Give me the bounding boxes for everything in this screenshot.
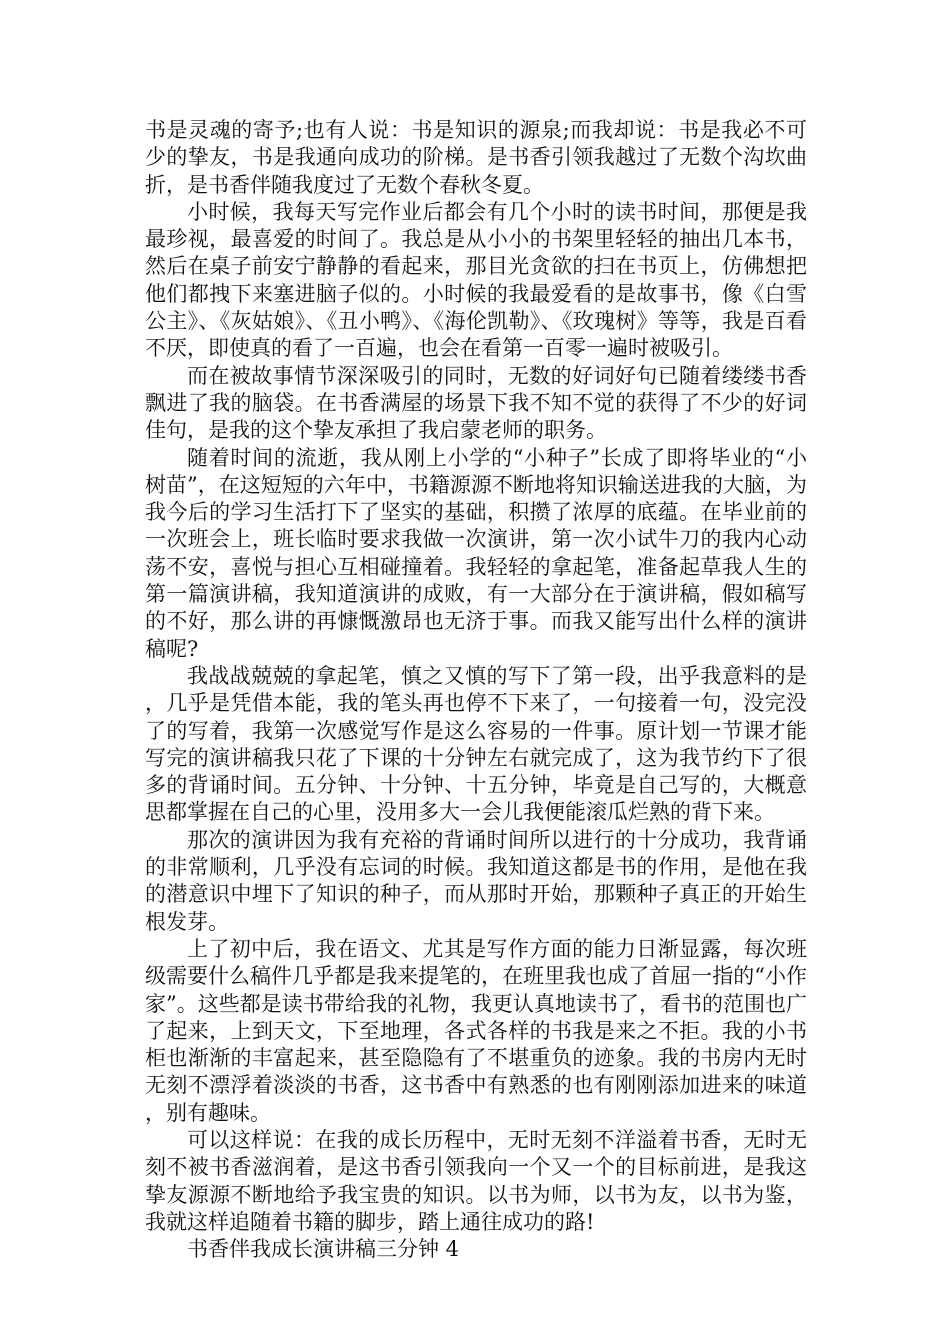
paragraph-1: 书是灵魂的寄予;也有人说：书是知识的源泉;而我却说：书是我必不可少的挚友，书是我通向成功的阶梯。是书香引领我越过了无数个沟坎曲折，是书香伴随我度过了无数个春秋冬夏。 — [145, 118, 807, 197]
paragraph-4: 随着时间的流逝，我从刚上小学的“小种子”长成了即将毕业的“小树苗”，在这短短的六年中，书籍源源不断地将知识输送进我的大脑，为我今后的学习生活打下了坚实的基础，积攒了浓厚的底蕴。在毕业前的一次班会上，班长临时要求我做一次演讲，第一次小试牛刀的我内心动荡不安，喜悦与担心互相碰撞着。我轻轻的拿起笔，准备起草我人生的第一篇演讲稿，我知道演讲的成败，有一大部分在于演讲稿，假如稿写的不好，那么讲的再慷慨激昂也无济于事。而我又能写出什么样的演讲稿呢? — [145, 445, 807, 661]
next-section-title: 书香伴我成长演讲稿三分钟 4 — [187, 1237, 460, 1262]
paragraph-3: 而在被故事情节深深吸引的同时，无数的好词好句已随着缕缕书香飘进了我的脑袋。在书香满屋的场景下我不知不觉的获得了不少的好词佳句，是我的这个挚友承担了我启蒙老师的职务。 — [145, 363, 807, 443]
paragraph-6: 那次的演讲因为我有充裕的背诵时间所以进行的十分成功，我背诵的非常顺利，几乎没有忘词的时候。我知道这都是书的作用，是他在我的潜意识中埋下了知识的种子，而从那时开始，那颗种子真正的开始生根发芽。 — [145, 827, 807, 934]
document-page — [145, 117, 807, 1263]
paragraph-2: 小时候，我每天写完作业后都会有几个小时的读书时间，那便是我最珍视，最喜爱的时间了。我总是从小小的书架里轻轻的抽出几本书，然后在桌子前安宁静静的看起来，那目光贪欲的扫在书页上，仿佛想把他们都拽下来塞进脑子似的。小时候的我最爱看的是故事书，像《白雪公主》、《灰姑娘》、《丑小鸭》、《海伦凯勒》、《玫瑰树》等等，我是百看不厌，即使真的看了一百遍，也会在看第一百零一遍时被吸引。 — [145, 199, 807, 361]
paragraph-8: 可以这样说：在我的成长历程中，无时无刻不洋溢着书香，无时无刻不被书香滋润着，是这书香引领我向一个又一个的目标前进，是我这挚友源源不断地给予我宝贵的知识。以书为师，以书为友，以书为鉴，我就这样追随着书籍的脚步，踏上通往成功的路! — [145, 1127, 807, 1234]
paragraph-5: 我战战兢兢的拿起笔，慎之又慎的写下了第一段，出乎我意料的是，几乎是凭借本能，我的笔头再也停不下来了，一句接着一句，没完没了的写着，我第一次感觉写作是这么容易的一件事。原计划一节课才能写完的演讲稿我只花了下课的十分钟左右就完成了，这为我节约下了很多的背诵时间。五分钟、十分钟、十五分钟，毕竟是自己写的，大概意思都掌握在自己的心里，没用多大一会儿我便能滚瓜烂熟的背下来。 — [145, 663, 807, 825]
paragraph-7: 上了初中后，我在语文、尤其是写作方面的能力日渐显露，每次班级需要什么稿件几乎都是我来提笔的，在班里我也成了首屈一指的“小作家”。这些都是读书带给我的礼物，我更认真地读书了，看书的范围也广了起来，上到天文，下至地理，各式各样的书我是来之不拒。我的小书柜也渐渐的丰富起来，甚至隐隐有了不堪重负的迹象。我的书房内无时无刻不漂浮着淡淡的书香，这书香中有熟悉的也有刚刚添加进来的味道，别有趣味。 — [145, 936, 807, 1125]
